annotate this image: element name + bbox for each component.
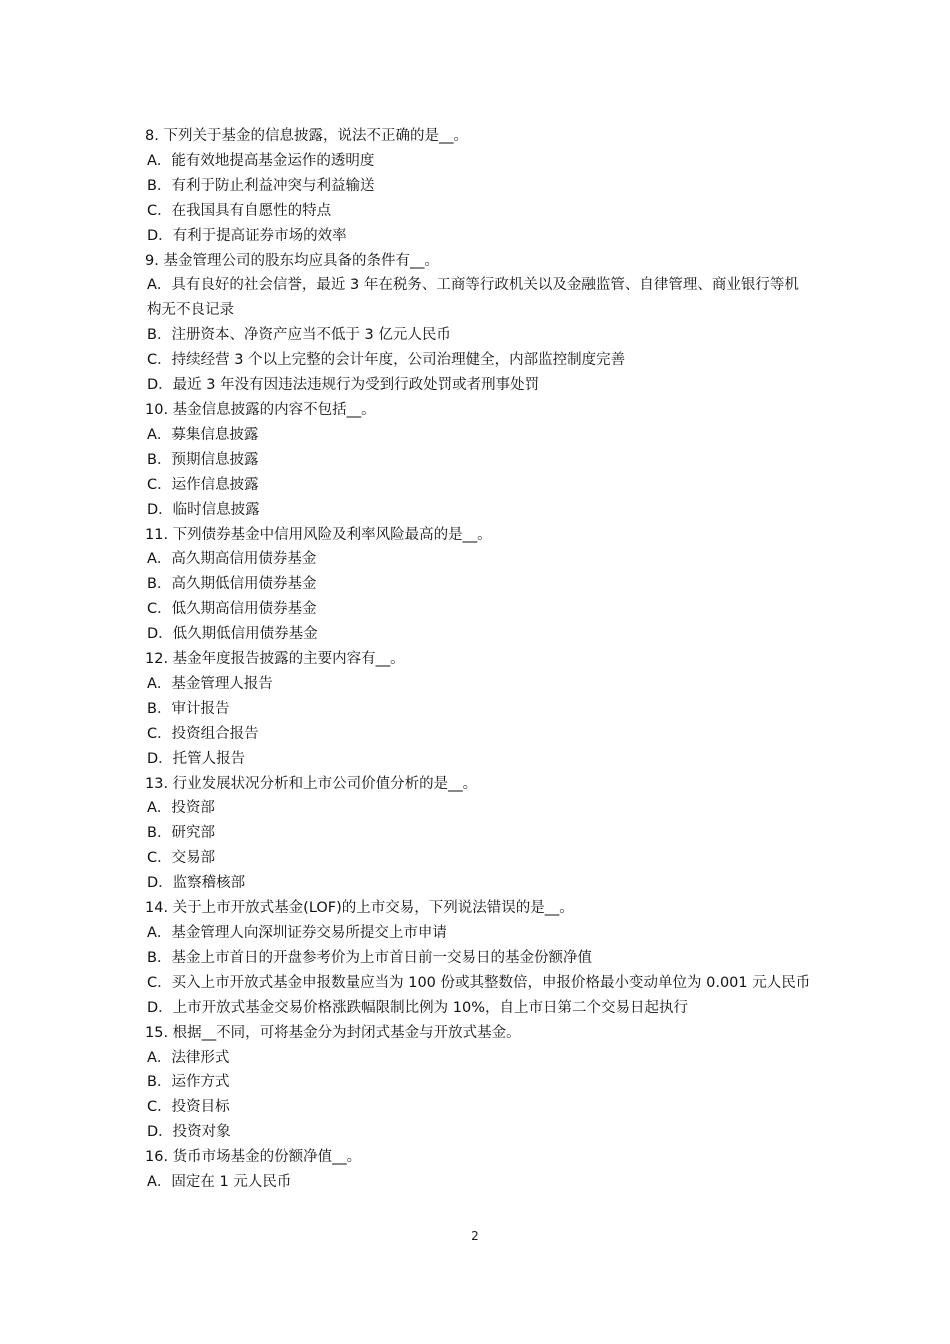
answer-option: A．法律形式 <box>147 1049 230 1066</box>
answer-option: B．运作方式 <box>147 1074 230 1091</box>
page-number: 2 <box>471 1229 479 1243</box>
question-stem: 8. 下列关于基金的信息披露，说法不正确的是__。 <box>145 128 468 144</box>
answer-option: C．低久期高信用债券基金 <box>147 601 317 618</box>
answer-option: A．能有效地提高基金运作的透明度 <box>147 152 375 169</box>
answer-option: B．高久期低信用债券基金 <box>147 576 317 593</box>
answer-option: A．具有良好的社会信誉，最近 3 年在税务、工商等行政机关以及金融监管、自律管理、商业银行等机构无不良记录 <box>147 277 799 319</box>
answer-option: C．投资组合报告 <box>147 725 259 742</box>
answer-option: D．最近 3 年没有因违法违规行为受到行政处罚或者刑事处罚 <box>147 377 540 394</box>
question-stem: 14. 关于上市开放式基金(LOF)的上市交易，下列说法错误的是__。 <box>145 900 574 917</box>
question-stem: 16. 货币市场基金的份额净值__。 <box>145 1149 362 1166</box>
answer-option: C．买入上市开放式基金申报数量应当为 100 份或其整数倍，申报价格最小变动单位为 0.001 元人民币 <box>147 974 811 991</box>
answer-option: D．低久期低信用债券基金 <box>147 626 318 643</box>
answer-option: C．运作信息披露 <box>147 476 259 493</box>
answer-option: A．基金管理人向深圳证券交易所提交上市申请 <box>147 925 447 941</box>
answer-option: B．审计报告 <box>147 700 230 717</box>
question-stem: 10. 基金信息披露的内容不包括__。 <box>145 401 376 418</box>
answer-option: A．投资部 <box>147 800 215 817</box>
answer-option: D．临时信息披露 <box>147 501 260 518</box>
answer-option: D．托管人报告 <box>147 750 246 767</box>
question-list <box>145 124 810 1195</box>
answer-option: D．有利于提高证券市场的效率 <box>147 227 347 244</box>
answer-option: B．基金上市首日的开盘参考价为上市首日前一交易日的基金份额净值 <box>147 949 592 966</box>
answer-option: D．上市开放式基金交易价格涨跌幅限制比例为 10%，自上市日第二个交易日起执行 <box>147 999 688 1016</box>
answer-option: D．投资对象 <box>147 1124 231 1141</box>
answer-option: B．预期信息披露 <box>147 451 259 468</box>
answer-option: B．研究部 <box>147 825 215 842</box>
answer-option: C．投资目标 <box>147 1099 230 1116</box>
answer-option: A．募集信息披露 <box>147 426 259 443</box>
answer-option: B．有利于防止利益冲突与利益输送 <box>147 177 375 194</box>
answer-option: A．基金管理人报告 <box>147 675 273 692</box>
answer-option: B．注册资本、净资产应当不低于 3 亿元人民币 <box>147 327 451 344</box>
answer-option: C．交易部 <box>147 850 216 867</box>
answer-option: D．监察稽核部 <box>147 875 246 892</box>
question-stem: 12. 基金年度报告披露的主要内容有__。 <box>145 651 405 668</box>
question-stem: 9. 基金管理公司的股东均应具备的条件有__。 <box>145 252 439 269</box>
question-stem: 15. 根据__不同，可将基金分为封闭式基金与开放式基金。 <box>145 1024 521 1041</box>
answer-option: C．持续经营 3 个以上完整的会计年度，公司治理健全，内部监控制度完善 <box>147 352 626 369</box>
answer-option: C．在我国具有自愿性的特点 <box>147 202 332 219</box>
answer-option: A．固定在 1 元人民币 <box>147 1174 292 1191</box>
question-stem: 11. 下列债券基金中信用风险及利率风险最高的是__。 <box>145 526 492 543</box>
answer-option: A．高久期高信用债券基金 <box>147 551 317 568</box>
question-stem: 13. 行业发展状况分析和上市公司价值分析的是__。 <box>145 775 478 792</box>
